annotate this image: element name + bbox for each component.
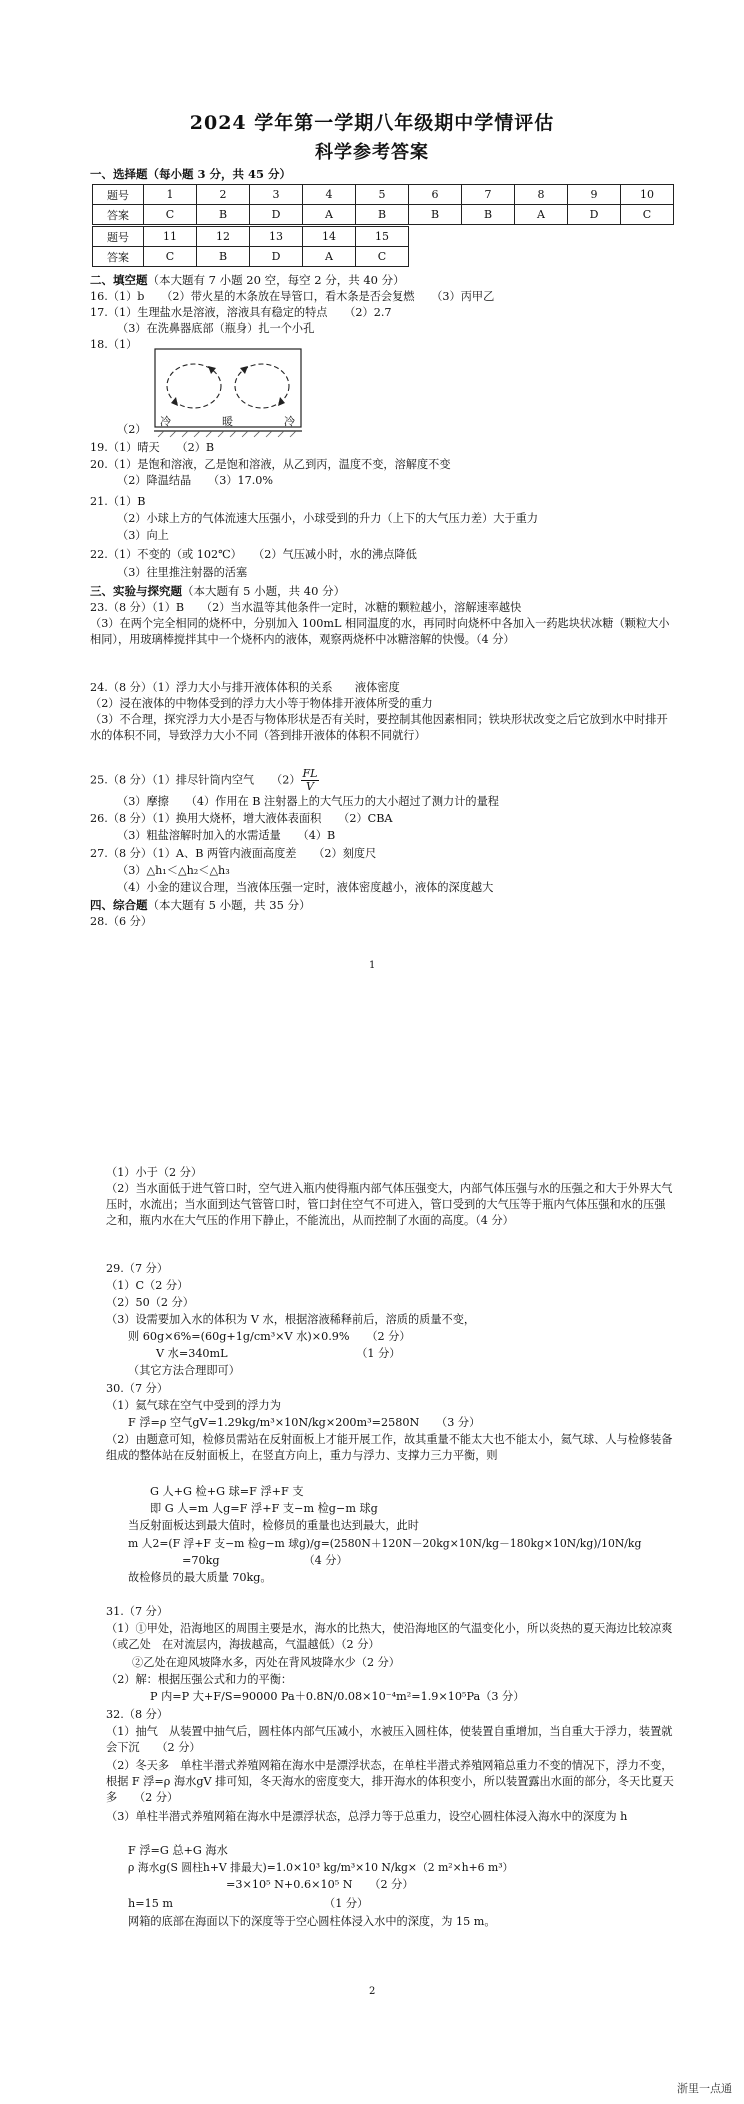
answer-27-a: 27.（8 分）（1）A、B 两管内液面高度差 （2）刻度尺 <box>90 847 377 860</box>
row-label-answer: 答案 <box>93 247 144 267</box>
answer-21-b: （2）小球上方的气体流速大压强小，小球受到的升力（上下的大气压力差）大于重力 <box>117 512 539 525</box>
answer-20-a: 20.（1）是饱和溶液，乙是饱和溶液，从乙到丙，温度不变，溶解度不变 <box>90 458 451 471</box>
answer-28-2: （2）当水面低于进气管口时，空气进入瓶内使得瓶内部气体压强变大，内部气体压强与水的压强之和大于外界大气压时，水流出；当水面到达气管管口时，管口封住空气不可进入，管口受到的大气压等于瓶内气体压强和水的压强之和，瓶内水在大气压的作用下静止，不能流出，从而控制了水面的高度。（4 分） <box>106 1182 673 1227</box>
table-cell: D <box>250 247 303 267</box>
page-number-1: 1 <box>369 960 376 971</box>
table-cell: 2 <box>197 185 250 205</box>
table-cell: A <box>303 247 356 267</box>
answer-25-a-text: 25.（8 分）（1）排尽针筒内空气 （2） <box>90 773 301 787</box>
table-cell: C <box>144 205 197 225</box>
table-cell: D <box>250 205 303 225</box>
label-warm: 暖 <box>222 415 233 428</box>
answer-17-b: （3）在洗鼻器底部（瓶身）扎一个小孔 <box>117 322 315 335</box>
answer-31-3: （2）解：根据压强公式和力的平衡： <box>106 1673 293 1686</box>
table-cell: B <box>197 247 250 267</box>
answer-30-heading: 30.（7 分） <box>106 1382 169 1395</box>
table-row <box>93 247 409 267</box>
row-label-answer: 答案 <box>93 205 144 225</box>
fraction-numerator: FL <box>302 767 318 780</box>
label-cold-right: 冷 <box>284 415 295 428</box>
table-row <box>93 185 674 205</box>
table-cell: 7 <box>462 185 515 205</box>
answer-18-a: 18.（1） <box>90 338 138 351</box>
page-subtitle: 科学参考答案 <box>315 142 429 163</box>
table-cell: 14 <box>303 227 356 247</box>
arrow-icon <box>171 397 178 406</box>
table-cell: 9 <box>568 185 621 205</box>
answer-22-b: （3）往里推注射器的活塞 <box>117 566 248 579</box>
answer-31-heading: 31.（7 分） <box>106 1605 169 1618</box>
choice-answer-table <box>92 184 674 225</box>
answer-30-1: （1）氦气球在空气中受到的浮力为 <box>106 1399 281 1412</box>
answer-17-a: 17.（1）生理盐水是溶液，溶液具有稳定的特点 （2）2.7 <box>90 306 392 319</box>
section-4-title: 四、综合题 <box>90 898 148 912</box>
table-cell: B <box>197 205 250 225</box>
answer-19: 19.（1）晴天 （2）B <box>90 441 215 454</box>
answer-29-heading: 29.（7 分） <box>106 1262 169 1275</box>
answer-25-a <box>90 768 319 793</box>
answer-32-heading: 32.（8 分） <box>106 1708 169 1721</box>
formula-fraction <box>301 768 320 793</box>
section-3-heading <box>90 583 345 599</box>
table-cell: D <box>568 205 621 225</box>
answer-29-3: （3）设需要加入水的体积为 V 水，根据溶液稀释前后，溶质的质量不变， <box>106 1313 476 1326</box>
convection-diagram <box>154 348 302 438</box>
table-cell: 13 <box>250 227 303 247</box>
table-cell: 6 <box>409 185 462 205</box>
arrow-icon <box>278 397 285 406</box>
table-cell: B <box>462 205 515 225</box>
table-cell: B <box>409 205 462 225</box>
answer-27-c: （4）小金的建议合理，当液体压强一定时，液体密度越小，液体的深度越大 <box>117 881 494 894</box>
watermark-text: 浙里一点通 <box>677 2082 732 2095</box>
table-cell: 1 <box>144 185 197 205</box>
answer-27-b: （3）△h₁＜△h₂＜△h₃ <box>117 864 230 877</box>
answer-30-9: 故检修员的最大质量 70kg。 <box>128 1571 272 1584</box>
table-cell: B <box>356 205 409 225</box>
answer-31-2: ②乙处在迎风坡降水多，丙处在背风坡降水少（2 分） <box>132 1656 400 1669</box>
answer-32-8: 网箱的底部在海面以下的深度等于空心圆柱体浸入水中的深度，为 15 m。 <box>128 1915 496 1928</box>
answer-32-6: =3×10⁵ N+0.6×10⁵ N （2 分） <box>226 1878 414 1891</box>
table-cell: 4 <box>303 185 356 205</box>
answer-29-6: （其它方法合理即可） <box>128 1364 240 1377</box>
answer-18-b: （2） <box>117 423 147 436</box>
section-2-note: （本大题有 7 小题 20 空，每空 2 分，共 40 分） <box>147 273 405 287</box>
answer-28-1: （1）小于（2 分） <box>106 1166 203 1179</box>
answer-20-b: （2）降温结晶 （3）17.0% <box>117 474 274 487</box>
table-cell: 10 <box>621 185 674 205</box>
answer-32-1: （1）抽气 从装置中抽气后，圆柱体内部气压减小，水被压入圆柱体，使装置自重增加，当自重大于浮力，装置就会下沉 （2 分） <box>106 1725 673 1754</box>
answer-30-5: 即 G 人=m 人g=F 浮+F 支−m 检g−m 球g <box>150 1502 378 1515</box>
table-cell: C <box>356 247 409 267</box>
table-cell: 12 <box>197 227 250 247</box>
table-row <box>93 205 674 225</box>
table-cell: C <box>144 247 197 267</box>
answer-30-6: 当反射面板达到最大值时，检修员的重量也达到最大，此时 <box>128 1519 419 1532</box>
section-4-note: （本大题有 5 小题，共 35 分） <box>147 898 311 912</box>
table-cell: 8 <box>515 185 568 205</box>
answer-32-3: （3）单柱半潜式养殖网箱在海水中是漂浮状态，总浮力等于总重力，设空心圆柱体浸入海水中的深度为 h <box>106 1810 628 1823</box>
answer-28-heading: 28.（6 分） <box>90 915 153 928</box>
answer-26-b: （3）粗盐溶解时加入的水需适量 （4）B <box>117 829 336 842</box>
row-label-question: 题号 <box>93 185 144 205</box>
answer-29-2: （2）50（2 分） <box>106 1296 194 1309</box>
page-number-2: 2 <box>369 1986 376 1997</box>
table-cell: 3 <box>250 185 303 205</box>
answer-23-b: （3）在两个完全相同的烧杯中，分别加入 100mL 相同温度的水，再同时向烧杯中各加入一药匙块状冰糖（颗粒大小相同），用玻璃棒搅拌其中一个烧杯内的液体，观察两烧杯中冰糖溶解的快慢。（4 分） <box>90 617 670 646</box>
table-row <box>93 227 409 247</box>
answer-22-a: 22.（1）不变的（或 102℃） （2）气压减小时，水的沸点降低 <box>90 548 417 561</box>
answer-29-4: 则 60g×6%=(60g+1g/cm³×V 水)×0.9% （2 分） <box>128 1330 411 1343</box>
section-2-title: 二、填空题 <box>90 273 148 287</box>
answer-24-a: 24.（8 分）（1）浮力大小与排开液体体积的关系 液体密度 <box>90 681 400 694</box>
answer-21-a: 21.（1）B <box>90 495 146 508</box>
ground-hatch <box>158 431 296 437</box>
answer-32-7: h=15 m （1 分） <box>128 1897 369 1910</box>
answer-29-5: V 水=340mL （1 分） <box>156 1347 401 1360</box>
answer-24-c: （3）不合理，探究浮力大小是否与物体形状是否有关时，要控制其他因素相同；铁块形状改变之后它放到水中时排开水的体积不同，导致浮力大小不同（答到排开液体的体积不同就行） <box>90 713 668 742</box>
answer-30-4: G 人+G 检+G 球=F 浮+F 支 <box>150 1485 304 1498</box>
answer-32-2: （2）冬天多 单柱半潜式养殖网箱在海水中是漂浮状态，在单柱半潜式养殖网箱总重力不变的情况下，浮力不变，根据 F 浮=ρ 海水gV 排可知，冬天海水的密度变大，排开海水的体积变小，所以装置露出水面的部分，冬天比夏天多 （2 分） <box>106 1759 674 1804</box>
table-cell: 15 <box>356 227 409 247</box>
answer-29-1: （1）C（2 分） <box>106 1279 189 1292</box>
answer-25-b: （3）摩擦 （4）作用在 B 注射器上的大气压力的大小超过了测力计的量程 <box>117 795 499 808</box>
table-cell: 5 <box>356 185 409 205</box>
table-cell: A <box>515 205 568 225</box>
section-3-title: 三、实验与探究题 <box>90 584 182 598</box>
answer-24-b: （2）浸在液体的中物体受到的浮力大小等于物体排开液体所受的重力 <box>90 697 433 710</box>
table-cell: C <box>621 205 674 225</box>
section-2-heading <box>90 272 405 288</box>
answer-32-5: ρ 海水g(S 圆柱h+V 排最大)=1.0×10³ kg/m³×10 N/kg×（2 m²×h+6 m³） <box>128 1861 514 1874</box>
arrow-icon <box>240 366 248 374</box>
section-1-heading: 一、选择题（每小题 3 分，共 45 分） <box>90 167 292 181</box>
answer-26-a: 26.（8 分）（1）换用大烧杯，增大液体表面积 （2）CBA <box>90 812 393 825</box>
fraction-denominator: V <box>306 780 314 793</box>
section-4-heading <box>90 897 311 913</box>
answer-21-c: （3）向上 <box>117 529 169 542</box>
row-label-question: 题号 <box>93 227 144 247</box>
answer-30-7: m 人2=(F 浮+F 支−m 检g−m 球g)/g=(2580N＋120N－20kg×10N/kg－180kg×10N/kg)/10N/kg <box>128 1537 642 1550</box>
choice-answer-table-2 <box>92 226 409 267</box>
table-cell: A <box>303 205 356 225</box>
page-title: 2024 学年第一学期八年级期中学情评估 <box>189 112 555 134</box>
answer-30-8: =70kg （4 分） <box>182 1554 348 1567</box>
section-3-note: （本大题有 5 小题，共 40 分） <box>182 584 346 598</box>
answer-16: 16.（1）b （2）带火星的木条放在导管口，看木条是否会复燃 （3）丙甲乙 <box>90 290 495 303</box>
answer-32-4: F 浮=G 总+G 海水 <box>128 1844 228 1857</box>
answer-31-1: （1）①甲处，沿海地区的周围主要是水，海水的比热大，使沿海地区的气温变化小，所以炎热的夏天海边比较凉爽（或乙处 在对流层内，海拔越高，气温越低）（2 分） <box>106 1622 673 1651</box>
answer-30-3: （2）由题意可知，检修员需站在反射面板上才能开展工作，故其重量不能太大也不能太小，氦气球、人与检修装备组成的整体站在反射面板上，在竖直方向上，重力与浮力、支撑力三力平衡，则 <box>106 1433 673 1462</box>
answer-31-4: P 内=P 大+F/S=90000 Pa＋0.8N/0.08×10⁻⁴m²=1.9×10⁵Pa（3 分） <box>150 1690 525 1703</box>
answer-30-2: F 浮=ρ 空气gV=1.29kg/m³×10N/kg×200m³=2580N （3 分） <box>128 1416 481 1429</box>
label-cold-left: 冷 <box>160 415 171 428</box>
table-cell: 11 <box>144 227 197 247</box>
answer-23-a: 23.（8 分）（1）B （2）当水温等其他条件一定时，冰糖的颗粒越小，溶解速率越快 <box>90 601 522 614</box>
arrow-icon <box>208 366 216 374</box>
